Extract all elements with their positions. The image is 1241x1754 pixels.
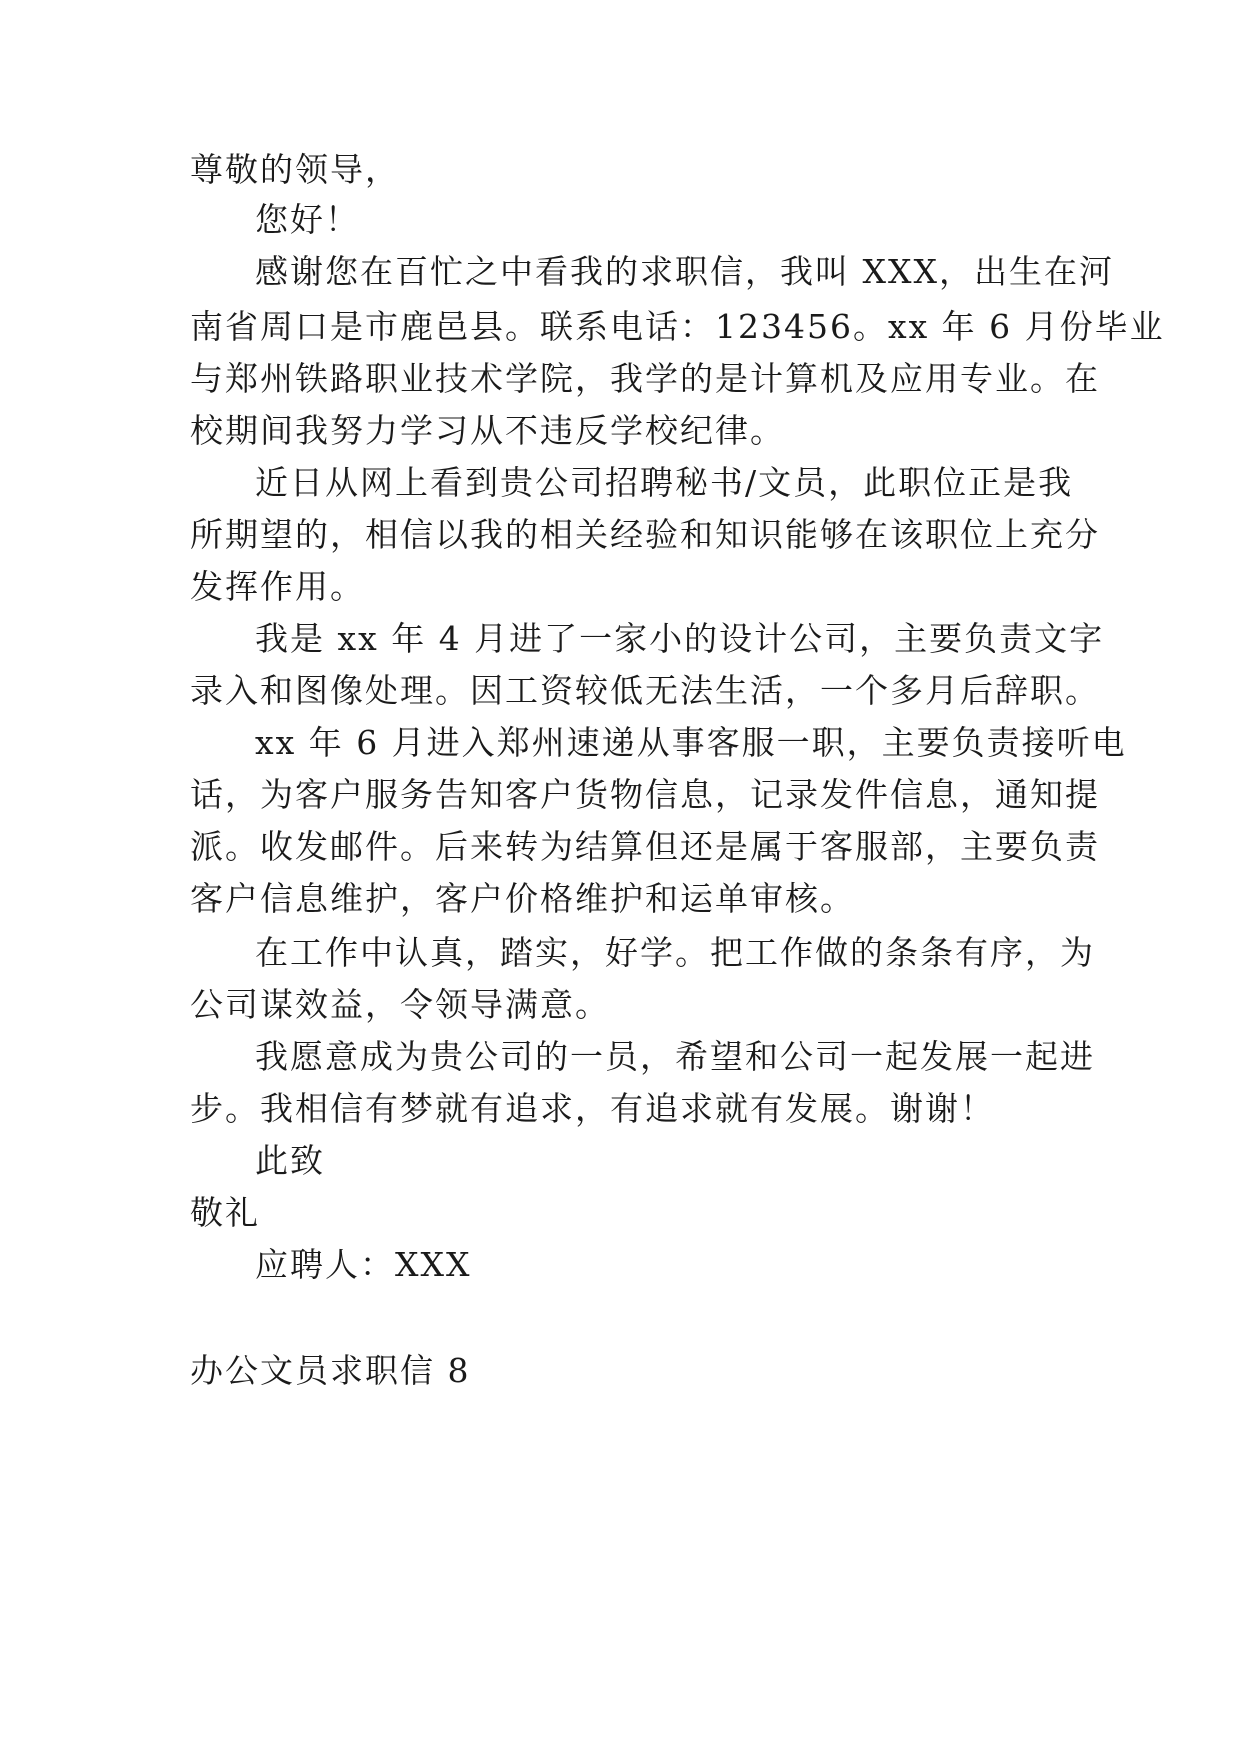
- body-line: 在工作中认真，踏实，好学。把工作做的条条有序，为: [255, 933, 1095, 972]
- body-line: 客户信息维护，客户价格维护和运单审核。: [190, 879, 855, 918]
- body-line: 步。我相信有梦就有追求，有追求就有发展。谢谢！: [190, 1089, 995, 1128]
- body-line: 派。收发邮件。后来转为结算但还是属于客服部，主要负责: [190, 827, 1100, 866]
- body-line: 感谢您在百忙之中看我的求职信，我叫 XXX，出生在河: [255, 252, 1114, 291]
- body-line: 南省周口是市鹿邑县。联系电话：123456。xx 年 6 月份毕业: [190, 307, 1165, 346]
- body-line: xx 年 6 月进入郑州速递从事客服一职，主要负责接听电: [255, 723, 1127, 762]
- body-line: 与郑州铁路职业技术学院，我学的是计算机及应用专业。在: [190, 359, 1100, 398]
- signature: 应聘人：XXX: [255, 1245, 472, 1284]
- body-line: 话，为客户服务告知客户货物信息，记录发件信息，通知提: [190, 775, 1100, 814]
- body-line: 近日从网上看到贵公司招聘秘书/文员，此职位正是我: [255, 463, 1074, 502]
- closing-line: 此致: [255, 1141, 325, 1180]
- body-line: 我愿意成为贵公司的一员，希望和公司一起发展一起进: [255, 1037, 1095, 1076]
- body-line: 录入和图像处理。因工资较低无法生活，一个多月后辞职。: [190, 671, 1100, 710]
- body-line: 我是 xx 年 4 月进了一家小的设计公司，主要负责文字: [255, 619, 1105, 658]
- section-title: 办公文员求职信 8: [190, 1351, 471, 1390]
- body-line: 发挥作用。: [190, 567, 365, 606]
- closing-regards: 敬礼: [190, 1193, 260, 1232]
- body-line: 所期望的，相信以我的相关经验和知识能够在该职位上充分: [190, 515, 1100, 554]
- salutation: 尊敬的领导，: [190, 150, 400, 189]
- body-line: 校期间我努力学习从不违反学校纪律。: [190, 411, 785, 450]
- greeting: 您好！: [255, 200, 360, 239]
- body-line: 公司谋效益，令领导满意。: [190, 985, 610, 1024]
